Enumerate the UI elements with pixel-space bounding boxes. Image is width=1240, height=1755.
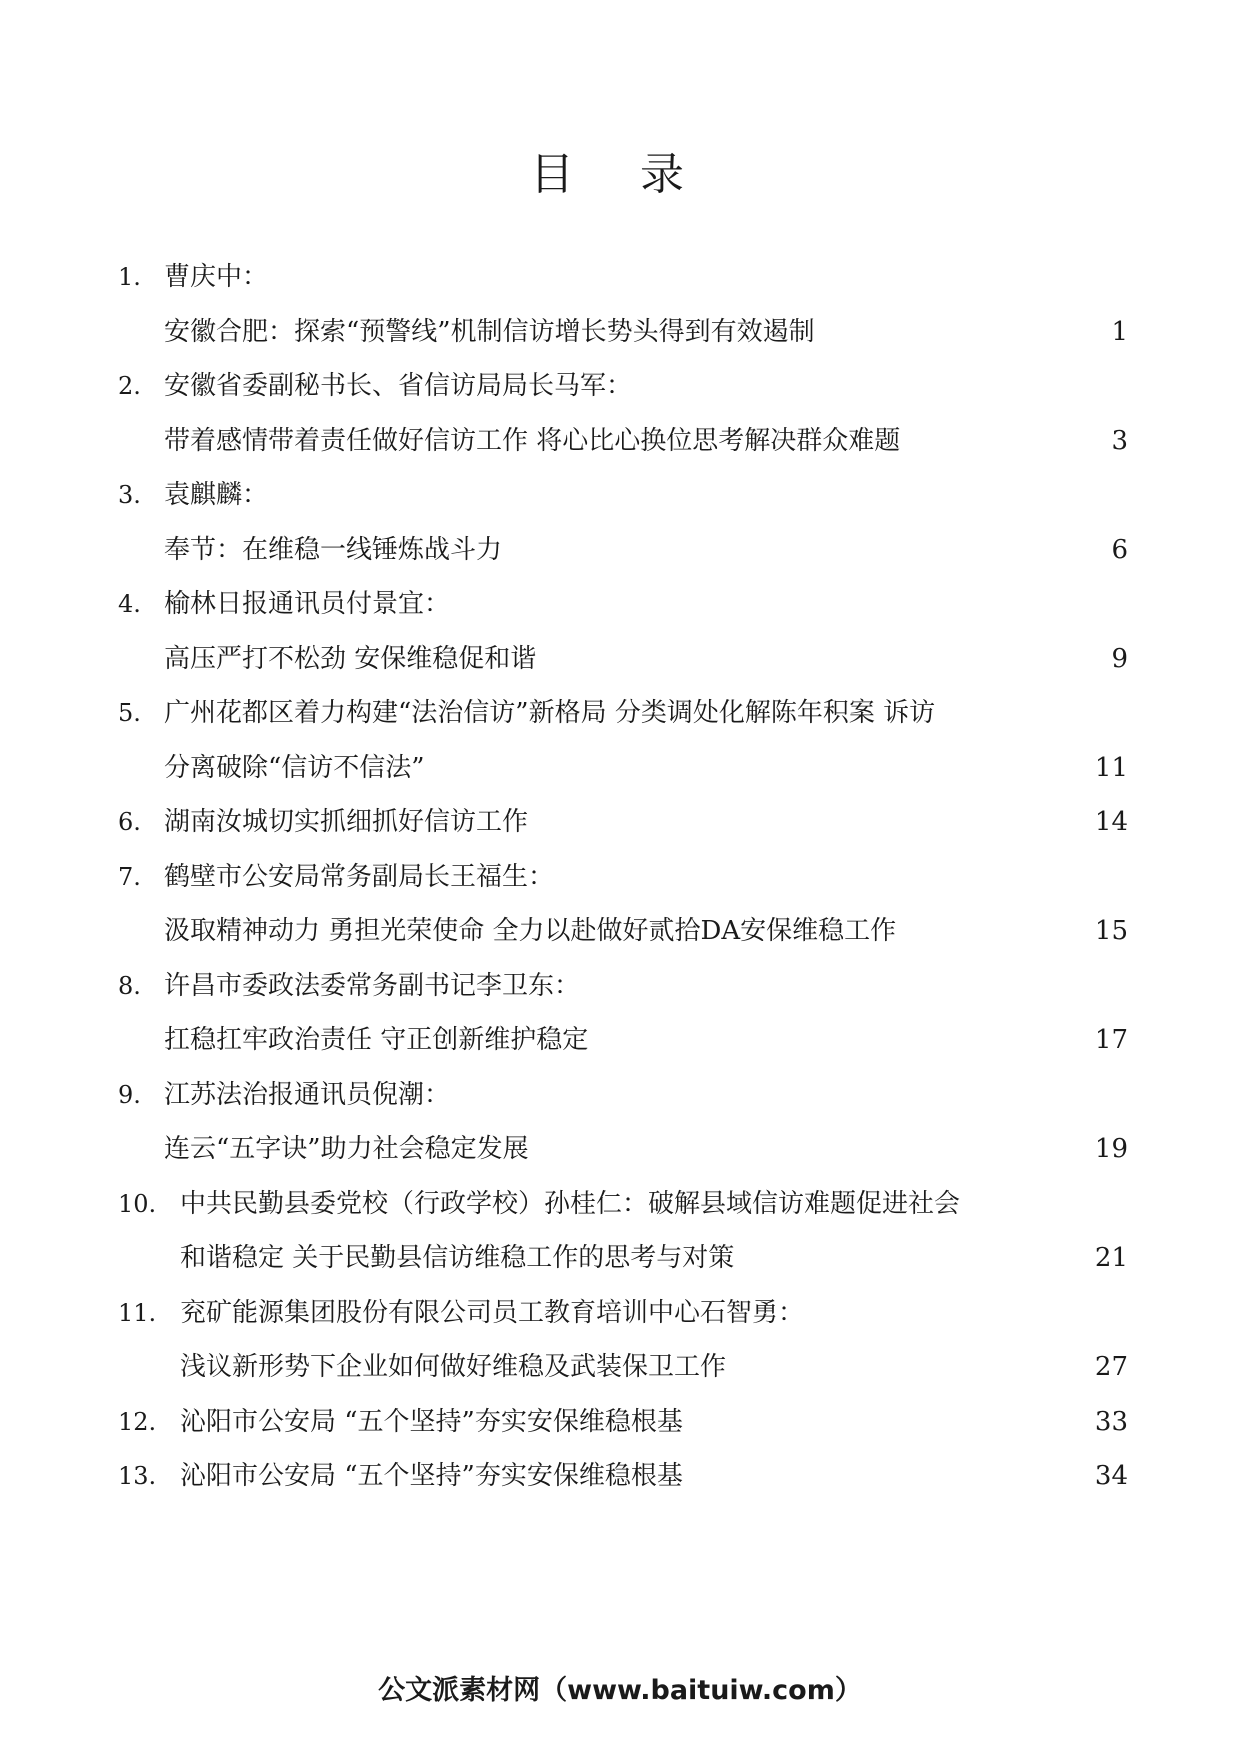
toc-entry-number: 7. — [118, 862, 141, 891]
toc-entry-line — [118, 1395, 1128, 1450]
toc-entry[interactable] — [118, 1395, 1128, 1450]
toc-entry[interactable] — [118, 1068, 1128, 1177]
toc-entry-page-number: 21 — [1094, 1243, 1128, 1273]
toc-entry-line — [118, 359, 1128, 414]
toc-entry[interactable] — [118, 1177, 1128, 1286]
toc-entry-number: 6. — [118, 808, 141, 836]
toc-entry[interactable] — [118, 795, 1128, 850]
toc-entry-line — [118, 1449, 1128, 1504]
toc-entry[interactable] — [118, 686, 1128, 795]
toc-entry-title: 湖南汝城切实抓细抓好信访工作 — [164, 807, 529, 837]
toc-entry-page-number: 19 — [1094, 1134, 1128, 1164]
toc-entry-title: 江苏法治报通讯员倪潮： — [164, 1079, 451, 1110]
toc-entry-line — [118, 850, 1128, 905]
toc-entry-page-number: 9 — [1111, 643, 1128, 674]
toc-entry[interactable] — [118, 359, 1128, 468]
toc-entry[interactable] — [118, 250, 1128, 359]
toc-entry-line — [118, 632, 1128, 687]
toc-entry-title: 高压严打不松劲 安保维稳促和谐 — [164, 643, 537, 674]
page-title: 目 录 — [530, 149, 710, 200]
toc-entry-title: 分离破除“信访不信法” — [164, 752, 425, 783]
toc-entry-line — [118, 305, 1128, 360]
toc-entry-title: 安徽省委副秘书长、省信访局局长马军： — [164, 371, 633, 401]
toc-entry[interactable] — [118, 577, 1128, 686]
toc-entry-title: 沁阳市公安局 “五个坚持”夯实安保维稳根基 — [180, 1461, 683, 1491]
toc-entry-title: 沁阳市公安局 “五个坚持”夯实安保维稳根基 — [180, 1406, 683, 1437]
toc-entry[interactable] — [118, 850, 1128, 959]
toc-entry-title: 浅议新形势下企业如何做好维稳及武装保卫工作 — [180, 1352, 727, 1382]
toc-entry-title: 曹庆中： — [164, 262, 269, 292]
toc-entry-page-number: 3 — [1111, 425, 1128, 456]
toc-entry-line — [118, 250, 1128, 305]
toc-entry-line — [118, 1231, 1128, 1286]
toc-entry-title: 兖矿能源集团股份有限公司员工教育培训中心石智勇： — [180, 1297, 805, 1328]
toc-entry-page-number: 6 — [1111, 534, 1128, 565]
toc-entry-number: 5. — [118, 699, 141, 727]
toc-entry-title: 中共民勤县委党校（行政学校）孙桂仁：破解县域信访难题促进社会 — [180, 1188, 961, 1219]
toc-entry[interactable] — [118, 1449, 1128, 1504]
toc-entry-number: 8. — [118, 971, 141, 1000]
toc-entry-line — [118, 1013, 1128, 1068]
toc-entry-title: 袁麒麟： — [164, 480, 269, 510]
toc-entry-page-number: 1 — [1111, 316, 1128, 347]
toc-entry-number: 10. — [118, 1189, 157, 1218]
toc-entry-line — [118, 577, 1128, 632]
toc-entry-number: 11. — [118, 1298, 157, 1327]
toc-entry[interactable] — [118, 1286, 1128, 1395]
toc-entry-page-number: 27 — [1094, 1352, 1128, 1382]
toc-entry-line — [118, 1177, 1128, 1232]
toc-entry-number: 2. — [118, 372, 141, 400]
toc-entry-line — [118, 1068, 1128, 1123]
toc-entry-page-number: 33 — [1094, 1406, 1128, 1437]
toc-entry[interactable] — [118, 468, 1128, 577]
toc-entry-page-number: 14 — [1094, 807, 1128, 837]
toc-entry-line — [118, 468, 1128, 523]
toc-entry-line — [118, 741, 1128, 796]
toc-entry-line — [118, 1122, 1128, 1177]
toc-entry-title: 奉节：在维稳一线锤炼战斗力 — [164, 534, 503, 565]
footer-watermark: 公文派素材网（www.baituiw.com） — [378, 1675, 862, 1706]
toc-entry-title: 连云“五字诀”助力社会稳定发展 — [164, 1134, 529, 1164]
toc-entry-number: 13. — [118, 1462, 157, 1490]
toc-entry-page-number: 11 — [1094, 752, 1128, 783]
toc-entry-number: 12. — [118, 1407, 157, 1436]
toc-entry-line — [118, 523, 1128, 578]
toc-entry-number: 1. — [118, 263, 141, 291]
table-of-contents — [118, 250, 1128, 1504]
toc-entry-page-number: 15 — [1094, 916, 1128, 946]
toc-entry-number: 3. — [118, 481, 141, 509]
toc-entry-title: 安徽合肥：探索“预警线”机制信访增长势头得到有效遏制 — [164, 316, 815, 347]
toc-entry-number: 4. — [118, 590, 141, 618]
toc-entry-title: 广州花都区着力构建“法治信访”新格局 分类调处化解陈年积案 诉访 — [164, 698, 936, 728]
toc-entry-line — [118, 959, 1128, 1014]
toc-entry-line — [118, 904, 1128, 959]
toc-entry-line — [118, 795, 1128, 850]
toc-entry-title: 汲取精神动力 勇担光荣使命 全力以赴做好贰拾DA安保维稳工作 — [164, 916, 897, 946]
toc-entry[interactable] — [118, 959, 1128, 1068]
toc-entry-page-number: 34 — [1094, 1461, 1128, 1491]
toc-entry-line — [118, 414, 1128, 469]
toc-entry-line — [118, 1340, 1128, 1395]
toc-entry-line — [118, 1286, 1128, 1341]
toc-entry-title: 许昌市委政法委常务副书记李卫东： — [164, 970, 581, 1001]
toc-entry-title: 带着感情带着责任做好信访工作 将心比心换位思考解决群众难题 — [164, 425, 901, 456]
toc-entry-page-number: 17 — [1094, 1025, 1128, 1055]
toc-entry-title: 和谐稳定 关于民勤县信访维稳工作的思考与对策 — [180, 1243, 735, 1273]
toc-entry-title: 鹤壁市公安局常务副局长王福生： — [164, 861, 555, 892]
toc-entry-title: 扛稳扛牢政治责任 守正创新维护稳定 — [164, 1025, 589, 1055]
toc-entry-number: 9. — [118, 1080, 141, 1109]
toc-entry-line — [118, 686, 1128, 741]
toc-entry-title: 榆林日报通讯员付景宜： — [164, 589, 451, 619]
